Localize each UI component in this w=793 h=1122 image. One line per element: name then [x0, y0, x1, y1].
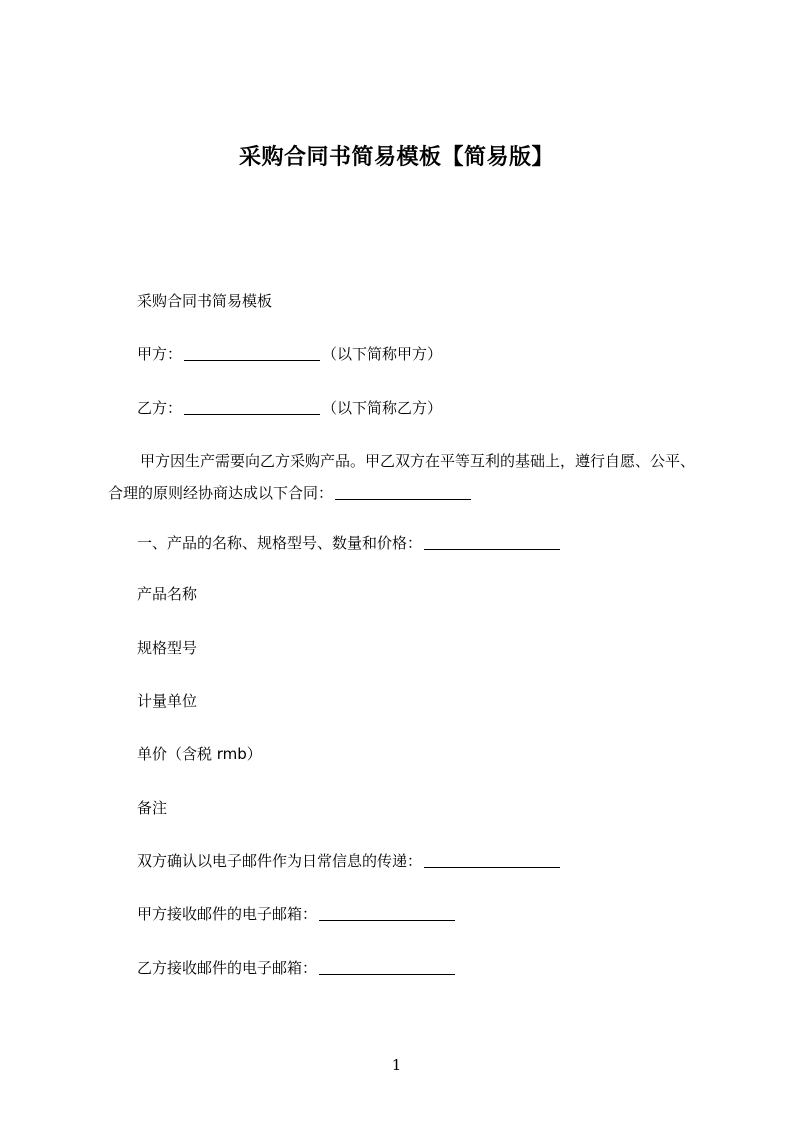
intro-paragraph: [108, 445, 708, 509]
page-number: 1: [391, 1056, 402, 1074]
section-1-blank[interactable]: [424, 535, 560, 550]
intro-text: 甲方因生产需要向乙方采购产品。甲乙双方在平等互利的基础上，遵行自愿、公平、合理的原则经协商达成以下合同：: [108, 452, 696, 502]
party-a-email-label: 甲方接收邮件的电子邮箱：: [137, 905, 318, 923]
email-confirm-line: [137, 850, 562, 872]
email-confirm-text: 双方确认以电子邮件作为日常信息的传递：: [137, 852, 423, 870]
party-a-line: [137, 343, 442, 365]
field-spec-model: 规格型号: [137, 639, 198, 657]
party-a-suffix: （以下简称甲方）: [322, 345, 443, 363]
field-unit-price: 单价（含税 rmb）: [137, 745, 262, 763]
email-confirm-blank[interactable]: [424, 853, 560, 868]
party-a-label: 甲方：: [137, 345, 183, 363]
section-1-heading: 一、产品的名称、规格型号、数量和价格：: [137, 534, 423, 552]
party-b-email-label: 乙方接收邮件的电子邮箱：: [137, 959, 318, 977]
document-title: 采购合同书简易模板【简易版】: [238, 145, 554, 170]
intro-blank[interactable]: [335, 485, 471, 500]
field-product-name: 产品名称: [137, 585, 198, 603]
party-b-label: 乙方：: [137, 399, 183, 417]
party-a-email-line: [137, 903, 457, 925]
party-b-email-blank[interactable]: [319, 960, 455, 975]
section-1-line: [137, 532, 562, 554]
party-a-blank[interactable]: [184, 346, 320, 361]
party-b-line: [137, 397, 442, 419]
party-b-suffix: （以下简称乙方）: [322, 399, 443, 417]
field-unit: 计量单位: [137, 692, 198, 710]
party-b-blank[interactable]: [184, 400, 320, 415]
party-b-email-line: [137, 957, 457, 979]
field-remarks: 备注: [137, 799, 168, 817]
party-a-email-blank[interactable]: [319, 906, 455, 921]
subtitle: 采购合同书简易模板: [137, 292, 273, 310]
